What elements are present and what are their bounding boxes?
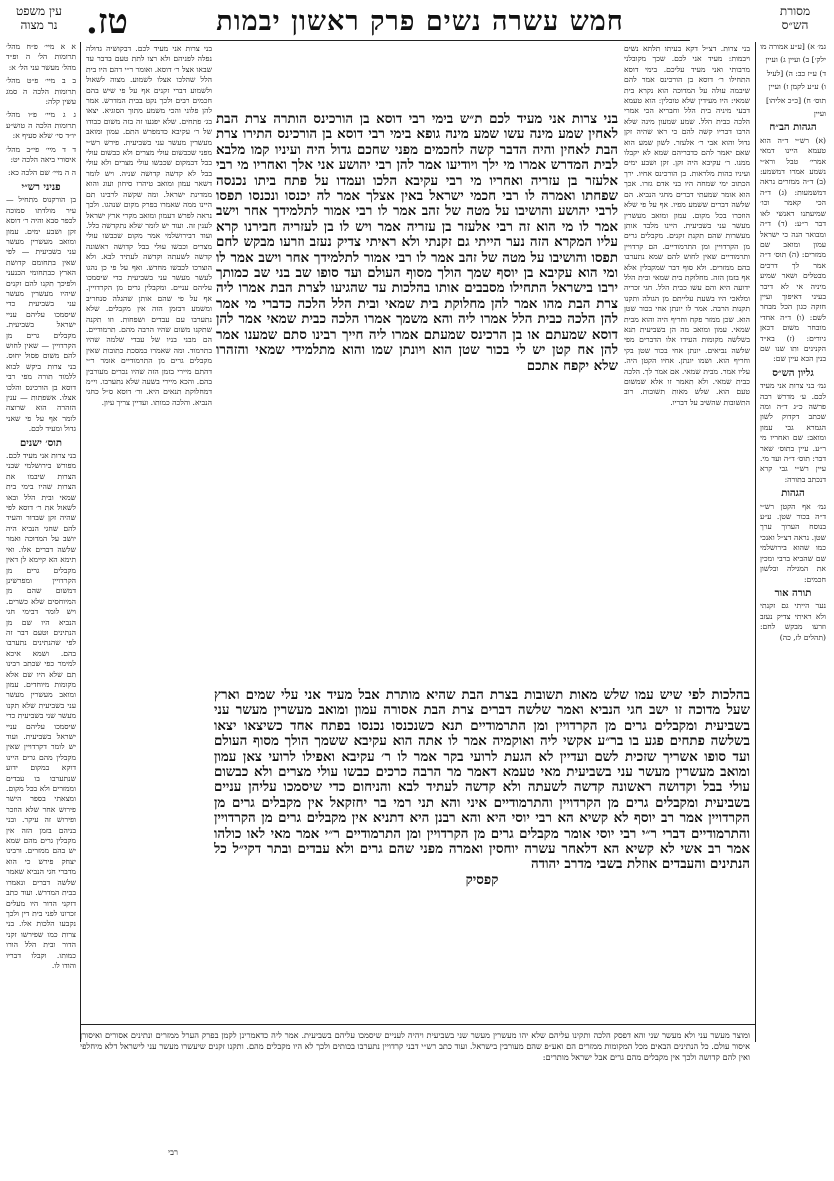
gilyon-hashas-title: גליון הש״ס [772, 367, 814, 379]
ein-mishpat-label: עין משפט נר מצוה [16, 4, 62, 32]
hagahot-bach-title: הגהות הב״ח [769, 122, 817, 134]
rashi-commentary [624, 44, 750, 684]
tosafot-text: בני צרות אני מעיד לכם. דבקושיה גדולה נפלה לפניהם ולא רצו לתת טעם בדבר עד שבאו אצל ר׳ דוסא. ואומר ר״י דהם היו בית הלל שהלכו אצלו לשמוע. מצוה לשאול ולשמוע דברי זקנים אף על פי שיש בהם חכמים רבים ולכך נקט בבית המדרש. אמר להן פלוני והכי משמע מתוך הסוגיא. יצאו בג׳ פתחים. שלא יפגעו זה בזה משום כבודו של ר׳ עקיבא כדמפרש התם. עמון ומואב מעשרין מעשר עני בשביעית. פירש רש״י מפני שכבשום עולי מצרים ולא כבשום עולי בבל דבמקום שכבשו עולי מצרים ולא עולי בבל לא קדשה קדושה שניה. ויש לומר דשאר עמון ומואב טיהרו סיחון ועוג והוא ממדינת ישראל. ומה שקשה לרבינו תם היינו ממה שאמרו בפרק מקום שנהגו. ולכך נראה לפרש דעמון ומואב מקרי ארץ ישראל לענין זה. ועוד יש לומר שלא נתקדשה כלל. ועוד דבירושלמי אמר מקום שכבשו עולי מצרים וכבשו עולי בבל קדושה ראשונה קדשה לשעתה וקדשה לעתיד לבא. ולא הוצרכו לכבשו מחדש. ואף על פי כן נהגו לעשר מעשר עני בשביעית כדי שיסמכו עליהם עניים. ומקבלין גרים מן הקרדויין. אף על פי שהם אותן שהגלה סנחריב ומשמע דבזמן הזה אין מקבלים. שלא נתערבו עם עבדים ושפחות. וזו תקנה שתקנו משום שהיו הרבה מהם. תרמודיים. הם מבני בניו של עבדי שלמה שהיו בתרמוד. ומה שאמרו במסכת כתובות שאין מקבלים גרים מן התרמודיים אומר ר״י דהתם מיירי בזמן הזה שהיו נכרים מעורבין בהם. והכא מיירי בשעה שלא נתערבו. וי״מ דמחלוקת תנאים היא. ור׳ דוסא ס״ל כחגי הנביא. והלכה כמותו. ועדיין צריך עיון. [86, 44, 212, 407]
ein-mishpat-entry: ג ג מיי׳ פ״ו מהל׳ תרומות הלכה ה טוש״ע יו״ד סי׳ שלא סעיף א: [6, 110, 76, 141]
bottom-rule [80, 1024, 756, 1025]
ein-mishpat-section [6, 42, 76, 179]
bottom-rashi-text: ומוצר מעשר עני ולא מעשר שני והא דפסק הלכה ותקינו עליהם שלא יהו מעשרין מעשר שני בשביעית ויהיה לעניים שיסמכו עליהם בשביעית. אמר ליה כדאמרינן לקמן בפרק הערל ממזרים ונתינים אסורים ואיסורן איסור עולם. כל הנתינים הבאים מכל המקומות ממזרים הם ואע״פ שהם מעורבין בישראל. ועוד כתב רש״י דבני קרדויין נתערבו בכותים ולכך לא היו מקבלים מהם. ותקנו זקנים שיעשרו מעשר עני לישראל דלא מיחלפי ואין להם קדושה ולכך אין מקבלים מהם גרים אבל ישראל מותרים: [80, 1030, 750, 1062]
tosafot-yeshanim-title: תוס׳ ישנים [20, 437, 62, 449]
pninei-rashi-text: בן הורקנוס מתחיל — עיר מולדתו סמוכה לכפר סבא והיה ר׳ דוסא זקן ושבע ימים. עמון ומואב מעשרין מעשר עני בשביעית — לפי שאין בתחומם קדושת הארץ כבתחומי הכנעני ולפיכך תקנו להם זקנים שיהיו מעשרין מעשר עני בשביעית כדי שיסמכו עליהם עניי ישראל בשביעית. מקבלים גרים מן הקרדויין — שאין לחוש להם משום פסול יחוס. בני צרות ביקש לבוא ללמוד תורה מפי רבי דוסא בן הורכינס והלכו אצלו. אשפתות — ענין הזהרה הוא שרוצה לומר אף על פי שאני גדול ומעיד לכם. [6, 195, 76, 434]
bottom-rashi-continuation [80, 1030, 750, 1140]
daf-number: טז. [86, 2, 128, 42]
pninei-rashi-title: פניני רש״י [21, 181, 61, 193]
gemara-text-lower [214, 688, 750, 1018]
gemara-paragraph: בהלכות לפי שיש עמו שלש מאות תשובות בצרת הבת שהיא מותרת אבל מעיד אני עלי שמים וארץ שעל מדוכה זו ישב חגי הנביא ואמר שלשה דברים צרת הבת אסורה עמון ומואב מעשרין מעשר עני בשביעית ומקבלים גרים מן הקרדויין ומן התרמודיים תנא כשנכנסו נכנסו בפתח אחד כשיצאו יצאו בשלשה פתחים פגע בו בר״ע אקשי ליה ואוקמיה אמר לו אתה הוא עקיבא ששמך הולך מסוף העולם ועד סופו אשריך שזכית לשם ועדיין לא הגעת לרועי בקר אמר לו ר׳ עקיבא ואפילו לרועי צאן עמון ומואב מעשרין מעשר עני בשביעית מאי טעמא דאמר מר הרבה כרכים כבשו עולי מצרים ולא כבשום עולי בבל וקדושה ראשונה קדשה לשעתה ולא קדשה לעתיד לבא והניחום כדי שיסמכו עליהן עניים בשביעית ומקבלים גרים מן הקרדויין והתרמודיים איני והא תני רמי בר יחזקאל אין מקבלים גרים מן הקרדויין אמר רב יוסף לא קשיא הא רבי יוסי היא והא רבנן היא דתניא אין מקבלים גרים מן הקרדויין והתרמודיים דברי ר״י רבי יוסי אומר מקבלים גרים מן הקרדויין ומן התרמודיים ר״י אמר מאי לאו כולהו אמר רב אשי לא קשיא הא דלאחר עשרה יוחסין ואמרה מפני שהם גרים ולא עבדים ובתר דקי״ל כל הנתינים והעבדים אוזלת בשבי מדרב יהודה [214, 688, 750, 873]
masoret-line: גמ׳ א) [ע״ע אמורה מו [760, 42, 826, 51]
hagahot-text: גמ׳ אף הקטן רש״י ד״ה בכור שטן. ע״ע בנוסח הערוך ערך שטן. נראה דצ״ל ואנכי כמו שהוא בירושלמי שם שהביא ברבי ומכין את המגילה ובלשון חכמים: [760, 501, 826, 584]
tosafot-commentary [86, 44, 212, 1019]
tosafot-yeshanim-text: בני צרות אני מעיד לכם. מפורש בירושלמי שבני הצרות שיבמו את הצרות שהיו בימי בית שמאי ובית הלל ובאו לשאול את ר׳ דוסא לפי שהיה זקן שבדור והעיד להם שחגי הנביא היה יושב על המדוכה ואמר שלשה דברים אלו. ואי תימא הא קיימא לן דאין מקבלים גרים מן הקרדויין ומפרשינן דמשום שהם מן המיוחסים שלא כשרים. ויש לומר דבימי חגי הנביא היו שם מן הנתינים וטעם דבר זה לפי שהנתינים נתערבו בהם. ושמא איכא למימר כפי שכתב רבינו תם שלא היו שם אלא מקומות מיוחדים. עמון ומואב מעשרין מעשר עני בשביעית שלא תקנו מעשר שני בשביעית כדי שיסמכו עליהם עניי ישראל בשביעית. ועוד יש לומר דקרדויין שאין מקבלין מהם גרים היינו דוקא במקום ידוע שנתערבו בו עבדים וממזרים ולא בכל מקום. ומצאתי בספר הישר פירוש אחר שלא הוזכר ופירוש זה עיקר. ובני בניהם בזמן הזה אין מקבלין גרים מהם שמא יש בהם ממזרים. ורבינו יצחק פירש כי הוא מדברי חגי הנביא שאמר שלשה דברים ונאמרו בבית המדרש. ועוד כתב דזקני הדור היו מעלים זכרונו לפני בית דין ולכך נקבעו הלכות אלו. בני צרות כמו שפירשו זקני הדור ובית הלל הורו כמותו. וקבלו דבריו והודו לו. [6, 451, 76, 970]
masoret-line: תוס׳ ח) [כ״כ אליהו] [766, 95, 826, 105]
header-rule [150, 40, 690, 41]
left-margin-column [6, 42, 76, 1042]
hagahot-bach-text: (א) רש״י ד״ה הוא טעמא היינו דמאי אמרי׳ טבל ורא״י נשמע אמרו דמשמע: (ב) ד״ה ממזרים נראה דמשמעות: (ג) ד״ה הכי קאמר וכו׳ שמיעתנו דאנשי לאו דבר ר״ע: (ד) ד״ה ומבואר הנה כי ישראל עמון ומואב שם ממזרים: (ה) תוס׳ ד״ה אמר לך דרכים מבטלים ושאר שמיע מיניה אי לא דיבר בעיני דאיפוך ועיין חזקה כגון הכל מבחר לשם: (ו) ד״ה אחדי מובחר משום דכאן גיורים: (ז) בא״ד הקנינים ותו שנו שם בנין הכא עיין שם: [760, 135, 826, 364]
masoret-line: ילק׳] ב) ועיין ג) ועיין [765, 55, 826, 65]
column-divider [755, 42, 756, 1042]
masoret-hashas-label: מסורת הש״ס [779, 4, 811, 32]
tractate-title: חמש עשרה נשים פרק ראשון יבמות [216, 6, 624, 37]
gemara-closing-word: קפסיק [465, 871, 499, 888]
right-margin-column [760, 42, 826, 1042]
catchword: רבי [168, 1148, 178, 1157]
rashi-text: בני צרות. דצ״ל דקא בעיתו תלתא נשים ויבמות: מעיד אני לכם. שכך מקובלני מרבותי ואני מעיד עליכם. בימי דוסא התחילו ר׳ דוסא בן הורכינס אמר להם שיבמה עולה על המדוכה הוא נקרא בית שמאי: היו מעידין שלא טובלין: הוא טעמא דבעי מיניה בית הלל וחבריא הכי אמרי הלכה כבית הלל. שמע שמעון מינה שלא הרבו דבריו קשה להם כי ראו שהיה זקן גדול והוא אבי ר׳ אלעזר. לשון שמע הוא שאם יאמר להם כדבריהם שמא לא יקבלו ממנו. ר׳ עקיבא היה זקן. זקן ושבע ימים ועיניו כהות מלראות. בן הורכינס אחיו. ירך הכתוב ימי שמחה היו בני אדם גזרו. אכך הוא אומר שמעתי דברים מחגי הנביא. הם שלשה דברים ששמע מפיו. אף על פי שלא הוזכרו בכל מקום. עמון ומואב מעשרין מעשר עני בשביעית. היינו מלבד אותן מעשרות שהם תקנת זקנים. מקבלים גרים מן הקרדויין ומן התרמודיים. הם קרדויין ותרמודיים שאין לחוש להם שמא נתערבו בהם ממזרים. ולא סוף דבר שמקבלין אלא אף בזמן הזה. מחלוקת בית שמאי ובית הלל ידועה היא והם עשו כבית הלל. חגי זכריה ומלאכי היו בשעת עלייתם מן הגולה ותקנו תקנות הרבה. אמר לו יונתן אחי בכור שטן הוא. שכן ממזר פקח וחריף היה והוא מבית שמאי. עמון ומואב מה הן בשביעית תנא בשלשה מקומות העידו אלו הדברים מפי שלשה נביאים. יונתן אחי בכור שטן בקי וחריף הוא. ושמו יונתן. אחיו הקטן היה. עליו אמר. מבית שמאי. אם אמר לך. הלכה כבית שמאי. ולא תאמר זו אלא שמשום טעם הוא. שלש מאות תשובות. רוב התשובות שהשיב על דבריו. [624, 44, 750, 407]
torah-or-title: תורה אור [774, 587, 812, 599]
column-divider [80, 42, 81, 1042]
gemara-paragraph: בני צרות אני מעיד לכם ת״ש בימי רבי דוסא בן הורכינס הותרה צרת הבת לאחין שמע מינה עשו שמע מינה גופא בימי רבי דוסא בן הורכינס התירו צרת הבת לאחין והיה הדבר קשה לחכמים מפני שחכם גדול היה ועיניו קמו מלבא לבית המדרש אמרו מי ילך ויודיעו אמר להן רבי יהושע אני אלך ואחריו מי רבי אלעזר בן עזריה ואחריו מי רבי עקיבא הלכו ועמדו על פתח ביתו נכנסה שפחתו ואמרה לו רבי חכמי ישראל באין אצלך אמר לה יכנסו ונכנסו תפסו לרבי יהושע והושיבו על מטה של זהב אמר לו רבי אמור לתלמידך אחר וישב אמר לו מי הוא זה רבי אלעזר בן עזריה אמר ויש לו בן לעזריה חבירנו קרא עליו המקרא הזה נער הייתי גם זקנתי ולא ראיתי צדיק נעזב וזרעו מבקש לחם תפסו והושיבו על מטה של זהב אמר לו רבי אמור לתלמידך אחר וישב אמר לו ומי הוא עקיבא בן יוסף שמך הולך מסוף העולם ועד סופו שב בני שב כמותך ירבו בישראל התחילו מסבבים אותו בהלכות עד שהגיעו לצרת הבת אמרו ליה צרת הבת מהו אמר להן מחלוקת בית שמאי ובית הלל הלכה כדברי מי אמר להן הלכה כבית הלל אמרו ליה והא משמך אמרו הלכה כבית שמאי אמר להן דוסא שמעתם או בן הרכינס שמעתם אמרו ליה חייך רבינו סתם שמענו אמר להן אח קטן יש לי בכור שטן הוא ויונתן שמו והוא מתלמידי שמאי והזהרו שלא יקפח אתכם [216, 112, 618, 374]
masoret-line: ו) ע״ע לקמן ז) ועיין [768, 82, 826, 92]
ein-mishpat-entry: ה ה מיי׳ שם הלכה כא: [8, 168, 76, 178]
hagahot-title: הגהות [781, 488, 805, 500]
ein-mishpat-entry: ב ב מיי׳ פ״ט מהל׳ תרומות הלכה ה סמג עשין קלה: [6, 76, 76, 107]
ein-mishpat-entry: א א מיי׳ פ״ח מהל׳ תרומות הל׳ ה ופ״ד מהל׳ מעשר עני הל׳ א: [6, 42, 76, 72]
masoret-line: ועיין [813, 109, 826, 119]
gemara-text-upper [216, 112, 618, 682]
gilyon-hashas-text: גמ׳ בני צרות אני מעיד לכם. ע׳ מדרש רבה פרשה כ״ג ד״ה ומה שכתב דקדוק לשון הגמרא גבי עמון ומואב: שם ואחריו מי ר״ע. עיין בתוס׳ שאר דבר: תוס׳ ד״ה ועד מי. עיין רש״י גבי קרא דנכתב בתורה: [760, 381, 826, 484]
torah-or-text: נער הייתי גם זקנתי ולא ראיתי צדיק נעזב וזרעו מבקש לחם: (תהלים לז, כה) [760, 601, 826, 642]
masoret-line: ד) ע״ז כב: ה) [לעיל [766, 68, 826, 78]
masoret-section [760, 42, 826, 119]
ein-mishpat-entry: ד ד מיי׳ פי״ב מהל׳ איסורי ביאה הלכה יט: [6, 144, 76, 165]
